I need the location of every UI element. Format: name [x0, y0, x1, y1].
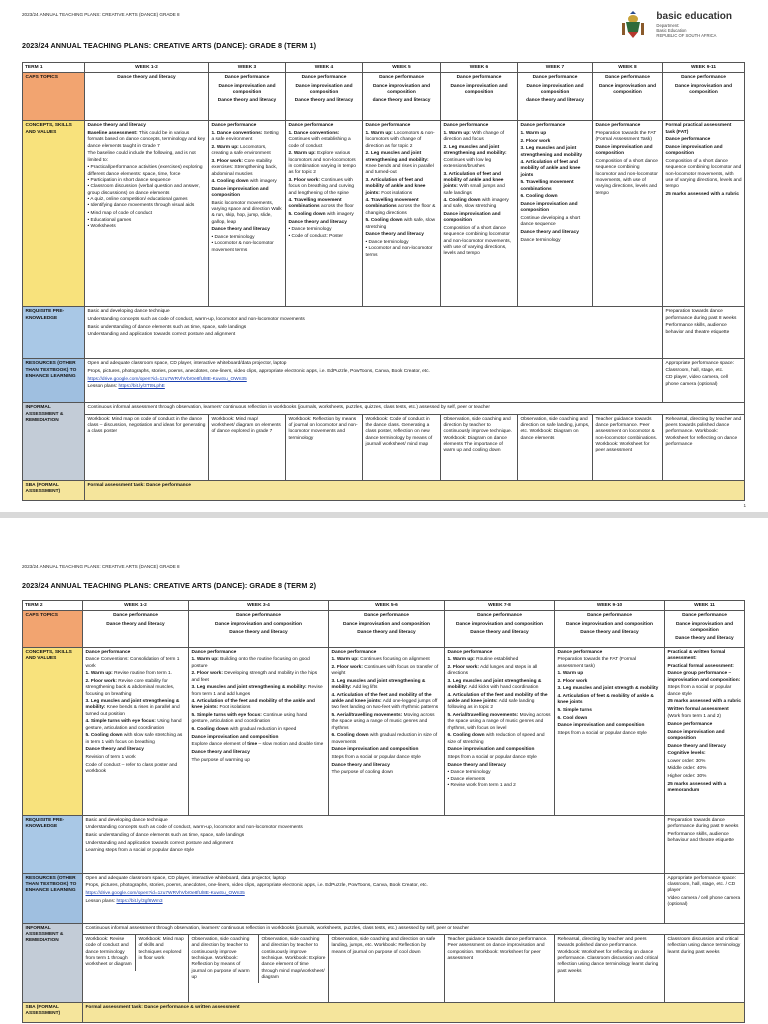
concepts-cell: Dance performance 1. Warm up: Locomotors & non-locomotors with change of direction as for topic 2 2. Leg muscles and joint strengthening and mobility: Knee bends and rises in parallel and turned-out 3. Articulation of feet and mobility of ankle and knee joints: Foot isolations 4. Travelling movement combinations across the floor & changing directions 5. Cooling down with safe, slow stretching Dance theory and literacy • Dance terminology • Locomotor and non-locomotor terms — [363, 121, 441, 307]
caps-cell: Dance performance Dance improvisation and composition Dance theory and literacy — [209, 73, 286, 121]
caps-topics-label: CAPS TOPICS — [23, 611, 83, 647]
informal-cell: Teacher guidance towards dance performance. Peer assessment on dance improvisation and composition. Workbook: Worksheet for peer assessment — [445, 934, 555, 1002]
concepts-label: CONCEPTS, SKILLS AND VALUES — [23, 121, 85, 307]
caps-cell: Dance performance Dance improvisation and composition dance theory and literacy — [518, 73, 593, 121]
week-header: WEEK 1-2 — [85, 63, 209, 73]
logo-sub-1: Department: — [656, 22, 680, 28]
week-header: WEEK 5 — [363, 63, 441, 73]
page-title: 2023/24 ANNUAL TEACHING PLANS: CREATIVE ARTS (DANCE): GRADE 8 (TERM 1) — [22, 41, 317, 50]
sba-cell: Formal assessment task: Dance performance — [85, 480, 745, 500]
week-header: WEEK 5-6 — [329, 601, 445, 611]
concepts-cell: Dance performance 1. Warm up: Building onto the routine focusing on good posture 2. Floor work: Developing strength and mobility in the hips and feet 3. Leg muscles and joint strengthening & mobility: Revise from term 1 and add lunges 4. Articulation of the feet and mobility of the ankle and knee joints: Foot isolations 5. Simple turns with eye focus: Continue using hand gesture, articulation and coordination 6. Cooling down with gradual reduction in speed Dance improvisation and composition Explore dance element of time – slow motion and double time Dance theory and literacy The purpose of warming up — [189, 647, 329, 815]
requisite-cell: Basic and developing dance technique Understanding concepts such as code of conduct, warm-up, locomotor and non-locomotor movements Basic understanding of dance elements such as time, space, safe landings Understanding and application towards correct posture and alignment Learning steps from a social or popular dance style — [83, 815, 665, 873]
informal-cell: Workbook: Revise code of conduct and dance terminology from term 1 through worksheet or diagram — [83, 935, 136, 971]
informal-label: INFORMAL ASSESSMENT & REMEDIATION — [23, 403, 85, 480]
resources-cell: Open and adequate classroom space, CD player, interactive whiteboard, data projector, laptop Props, pictures, photographs, stories, poems, anecdotes, one-liners, video clips, appropriate electronic apps, i.e. EdPuzzle, PowToons, Canva, Book Creator, etc. https://drive.google.com/open?id=1zu7WRVhVbr0e8fUl8E-KuwSu_OWn35 Lesson plans: https://bit.ly/3gf6Wm3 — [83, 873, 665, 923]
concepts-cell: Practical & written formal assessment: Practical formal assessment: Dance group performance – improvisation and composition: Steps from a social or popular dance style 25 marks assessed with a rubric Written formal assessment (Work from term 1 and 2) Dance performance Dance improvisation and composition Dance theory and literacy Cognitive levels: Lower order: 30% Middle order: 40% Higher order: 30% 25 marks assessed with a memorandum — [665, 647, 745, 815]
concepts-cell: Dance performance 1. Warm up: With change of direction and focus 2. Leg muscles and joint strengthening and mobility: Continues with low leg extensions/brushes 3. Articulation of feet and mobility of ankle and knee joints: With small jumps and safe landings 4. Cooling down with imagery and safe, slow stretching Dance improvisation and composition Composition of a short dance sequence combining locomotor and non-locomotor movements, with use of varying directions, levels and tempo — [441, 121, 518, 307]
page-term-2 — [0, 518, 768, 1024]
informal-cell: Workbook: Mind map of skills and techniques explored in floor work — [138, 936, 184, 961]
week-header: WEEK 8 — [593, 63, 663, 73]
caps-cell: Dance performance Dance theory and literacy — [83, 611, 189, 647]
week-header: WEEK 11 — [665, 601, 745, 611]
sba-cell: Formal assessment task: Dance performance & written assessment — [83, 1002, 745, 1022]
running-header: 2023/24 ANNUAL TEACHING PLANS: CREATIVE ARTS (DANCE) GRADE 8 — [22, 564, 180, 569]
informal-cell: Observation, side coaching and direction by teacher to continuously improve technique. Workbook: Reflection by means of journal on purpose of warm up — [189, 935, 259, 983]
week-header: WEEK 4 — [286, 63, 363, 73]
concepts-cell: Dance theory and literacy Baseline assessment: This could be in various formats based on dance concepts, terminology and key dance elements taught in Grade 7 The baseline could include the following, and is not limited to: • Practical/performance activities (exercises) exploring different dance elements: space, time, force • Participation in short dance sequence • Classroom discussion (verbal question and answer, group discussions) on dance elements • A quiz, online competition/ educational games • Identifying dance movements through visual aids • Mind map of code of conduct • Educational games • Worksheets — [85, 121, 209, 307]
week-header: WEEK 3 — [209, 63, 286, 73]
lesson-plans-link[interactable]: https://bit.ly/3Tt9LphE — [118, 384, 165, 390]
resources-cell-last: Appropriate performance space: classroom, hall, stage, etc. / CD player Video camera / cell phone camera (optional) — [665, 873, 745, 923]
concepts-cell: Dance performance 1. Warm up: Routine established 2. Floor work: Add lunges and steps in all directions 3. Leg muscles and joint strengthening & mobility: Add kicks with hand coordination 4. Articulation of the feet and mobility of the ankle and knee joints: Add safe landing following as in topic 2 5. Aerial/travelling movements: Moving across the space using a range of music genres and rhythms, with focus on level 6. Cooling down with reduction of speed and size of stretching Dance improvisation and composition Steps from a social or popular dance style Dance theory and literacy • Dance terminology • Dance elements • Revise work from term 1 and 2 — [445, 647, 555, 815]
logo-sub-3: REPUBLIC OF SOUTH AFRICA — [656, 32, 717, 38]
informal-label: INFORMAL ASSESSMENT & REMEDIATION — [23, 923, 83, 1002]
caps-topics-label: CAPS TOPICS — [23, 73, 85, 121]
coat-of-arms-icon — [616, 10, 650, 40]
informal-cell: Observation, side coaching and direction by teacher to continuously improve technique. Workbook: Explore dance element of time through mind map/worksheet/ diagram — [261, 936, 326, 980]
caps-cell: Dance performance Dance improvisation and composition Dance theory and literacy — [329, 611, 445, 647]
requisite-cell-last: Preparation towards dance performance during past 8 weeks Performance skills, audience behavior and theatre etiquette — [663, 307, 745, 359]
week-header: WEEK 9-10 — [555, 601, 665, 611]
lesson-plans-link[interactable]: https://bit.ly/3gf6Wm3 — [116, 898, 163, 904]
concepts-cell: Dance performance 1. Warm up 2. Floor work 3. Leg muscles and joint strengthening and mobility 4. Articulation of feet and mobility of ankle and knee joints 5. Travelling movement combinations 6. Cooling down Dance improvisation and composition Continue developing a short dance sequence Dance theory and literacy Dance terminology — [518, 121, 593, 307]
drive-link[interactable]: https://drive.google.com/open?id=1zu7WRVhVbr0e8fUl8E-KuwSu_OWn35 — [87, 376, 247, 382]
concepts-cell: Formal practical assessment task (FAT) Dance performance Dance improvisation and composition Composition of a short dance sequence combining locomotor and non-locomotor movements, with use of varying directions, levels and tempo 25 marks assessed with a rubric — [663, 121, 745, 307]
term-2-plan-table — [22, 600, 745, 1023]
week-header: WEEK 3-4 — [189, 601, 329, 611]
requisite-label: REQUISITE PRE-KNOWLEDGE — [23, 815, 83, 873]
term-label: TERM 2 — [23, 601, 83, 611]
caps-cell: Dance theory and literacy — [85, 73, 209, 121]
dbe-logo — [616, 10, 732, 40]
concepts-cell: Dance performance 1. Dance conventions: Setting a safe environment 2. Warm up: Locomotors, creating a safe environment 3. Floor work: Core stability exercises: Strengthening back, abdominal muscles 4. Cooling down with imagery Dance improvisation and composition Basic locomotor movements, varying space and direction Walk & run, skip, hop, jump, slide, gallop, leap Dance theory and literacy • Dance terminology • Locomotor & non-locomotor movement terms — [209, 121, 286, 307]
drive-link[interactable]: https://drive.google.com/open?id=1zu7WRVhVbr0e8fUl8E-KuwSu_OWn35 — [85, 890, 245, 896]
informal-cell: Classroom discussion and critical reflection using dance terminology learnt during past weeks — [665, 934, 745, 1002]
informal-split-cell — [83, 934, 189, 1002]
informal-cell: Workbook: Code of conduct in the dance class. Generating a class poster, reflection on new dance terminology by means of journal/ worksheet/ mind map — [363, 414, 441, 480]
informal-cell: Observation, side coaching and direction on safe landing, jumps, etc. Workbook: Reflection by means of journal on purpose of cool down — [329, 934, 445, 1002]
concepts-cell: Dance performance Preparation towards the FAT (Formal Assessment Task) Dance improvisation and composition Composition of a short dance sequence combining locomotor and non-locomotor movements, with use of varying directions, levels and tempo — [593, 121, 663, 307]
requisite-cell: Basic and developing dance technique Understanding concepts such as code of conduct, warm-up, locomotor and non-locomotor movements Basic understanding of dance elements such as time, space, safe landings Understanding and application towards correct posture and alignment — [85, 307, 663, 359]
informal-split-cell — [189, 934, 329, 1002]
informal-cell: Rehearsal, directing by teacher and peers towards polished dance performance. Workbook: Worksheet for reflecting on dance performance — [663, 414, 745, 480]
informal-cell: Rehearsal, directing by teacher and peers towards polished dance performance. Workbook: Worksheet for reflecting on dance performance. Classroom discussion and critical reflection using dance terminology learnt during past weeks — [555, 934, 665, 1002]
requisite-label: REQUISITE PRE-KNOWLEDGE — [23, 307, 85, 359]
term-label: TERM 1 — [23, 63, 85, 73]
sba-label: SBA (FORMAL ASSESSMENT) — [23, 1002, 83, 1022]
page-title: 2023/24 ANNUAL TEACHING PLANS: CREATIVE ARTS (DANCE): GRADE 8 (TERM 2) — [22, 581, 317, 590]
informal-cell: Teacher guidance towards dance performance. Peer assessment on locomotor & non-locomotor combinations. Workbook: Worksheet for peer assessment — [593, 414, 663, 480]
resources-label: RESOURCES (OTHER THAN TEXTBOOK) TO ENHANCE LEARNING — [23, 873, 83, 923]
logo-sub-2: Basic Education — [656, 27, 687, 33]
informal-cell: Observation, side coaching and direction on safe landing, jumps, etc. Workbook: Diagram on dance elements — [518, 414, 593, 480]
week-header: WEEK 1-2 — [83, 601, 189, 611]
caps-cell: Dance performance Dance improvisation and composition — [663, 73, 745, 121]
caps-cell: Dance performance Dance improvisation and composition Dance theory and literacy — [189, 611, 329, 647]
concepts-cell: Dance performance Preparation towards the FAT (Formal assessment task) 1. Warm up 2. Floor work 3. Leg muscles and joint strength & mobility 4. Articulation of feet & mobility of ankle & knee joints 5. Simple turns 6. Cool down Dance improvisation and composition Steps from a social or popular dance style — [555, 647, 665, 815]
caps-cell: Dance performance Dance improvisation and composition — [441, 73, 518, 121]
page-number: 1 — [743, 503, 746, 508]
resources-cell: Open and adequate classroom space, CD player, interactive whiteboard/data projector, laptop Props, pictures, photographs, stories, poems, anecdotes, one-liners, video clips, appropriate electronic apps, i.e. EdPuzzle, PowToons, Canva, Book Creator, etc. https://drive.google.com/open?id=1zu7WRVhVbr0e8fUl8E-KuwSu_OWn35 Lesson plans: https://bit.ly/3Tt9LphE — [85, 359, 663, 403]
informal-cell: Workbook: Mind map/ worksheet/ diagram on elements of dance explored in grade 7 — [209, 414, 286, 480]
concepts-cell: Dance performance 1. Warm up: Continues focusing on alignment 2. Floor work: Continues with focus on transfer of weight 3. Leg muscles and joint strengthening & mobility: Add leg lifts 4. Articulation of the feet and mobility of the ankle and knee joints: Add one-legged jumps off two feet landing on two-feet with rhythmic patterns 5. Aerial/travelling movements: Moving across the space using a range of music genres and rhythms 6. Cooling down with gradual reduction in size of movements Dance improvisation and composition Steps from a social or popular dance style Dance theory and literacy The purpose of cooling down — [329, 647, 445, 815]
week-header: WEEK 9-11 — [663, 63, 745, 73]
term-1-plan-table — [22, 62, 745, 501]
running-header: 2023/24 ANNUAL TEACHING PLANS: CREATIVE ARTS (DANCE) GRADE 8 — [22, 12, 180, 17]
caps-cell: Dance performance Dance improvisation and composition Dance theory and literacy — [286, 73, 363, 121]
caps-cell: Dance performance Dance improvisation and composition dance theory and literacy — [363, 73, 441, 121]
logo-name: basic education — [656, 11, 732, 23]
sba-label: SBA (FORMAL ASSESSMENT) — [23, 480, 85, 500]
informal-cell: Observation, side coaching and direction by teacher to continuously improve technique. Workbook: Diagram on dance elements The importance of warm up and cooling down — [441, 414, 518, 480]
informal-top-cell: Continuous informal assessment through observation, learners' continuous reflection in workbooks (journals, worksheets, puzzles, class tests, etc.) assessed by self, peer or teacher — [83, 923, 745, 934]
requisite-cell-last: Preparation towards dance performance during past 9 weeks Performance skills, audience behaviour and theatre etiquette — [665, 815, 745, 873]
week-header: WEEK 7-8 — [445, 601, 555, 611]
caps-cell: Dance performance Dance improvisation and composition Dance theory and literacy — [665, 611, 745, 647]
week-header: WEEK 6 — [441, 63, 518, 73]
resources-cell-last: Appropriate performance space: Classroom, hall, stage, etc. CD player, video camera, cell phone camera (optional) — [663, 359, 745, 403]
caps-cell: Dance performance Dance improvisation and composition Dance theory and literacy — [555, 611, 665, 647]
resources-label: RESOURCES (OTHER THAN TEXTBOOK) TO ENHANCE LEARNING — [23, 359, 85, 403]
concepts-label: CONCEPTS, SKILLS AND VALUES — [23, 647, 83, 815]
concepts-cell: Dance performance Dance Conventions: Consolidation of term 1 work 1. Warm up: Revise routine from term 1. 2. Floor work: Revise core stability for strengthening back & abdominal muscles, focusing on breathing 3. Leg muscles and joint strengthening & mobility: Knee bends & rises in parallel and turned out position 4. Simple turns with eye focus: Using hand gesture, articulation and coordination 5. Cooling down with slow safe stretching as in term 1 with focus on breathing Dance theory and literacy Revision of term 1 work Code of conduct – refer to class poster and workbook — [83, 647, 189, 815]
concepts-cell: Dance performance 1. Dance conventions: Continues with establishing a code of conduct 2. Warm up: Explore various locomotors and non-locomotors in combination varying in tempo as for topic 2 3. Floor work: Continues with focus on breathing and curving and lengthening of the spine 4. Travelling movement combinations across the floor 5. Cooling down with imagery Dance theory and literacy • Dance terminology • Code of conduct: Poster — [286, 121, 363, 307]
informal-cell: Workbook: Mind map on code of conduct in the dance class – discussion, negotiation and ideas for generating a class poster — [85, 414, 209, 480]
caps-cell: Dance performance Dance improvisation and composition Dance theory and literacy — [445, 611, 555, 647]
week-header: WEEK 7 — [518, 63, 593, 73]
informal-cell: Workbook: Reflection by means of journal on locomotor and non-locomotor movements and terminology — [286, 414, 363, 480]
informal-top-cell: Continuous informal assessment through observation, learners' continuous reflection in workbooks (journals, worksheets, puzzles, quizzes, class tests, etc.) assessed by self, peer or teacher — [85, 403, 745, 414]
caps-cell: Dance performance Dance improvisation and composition — [593, 73, 663, 121]
